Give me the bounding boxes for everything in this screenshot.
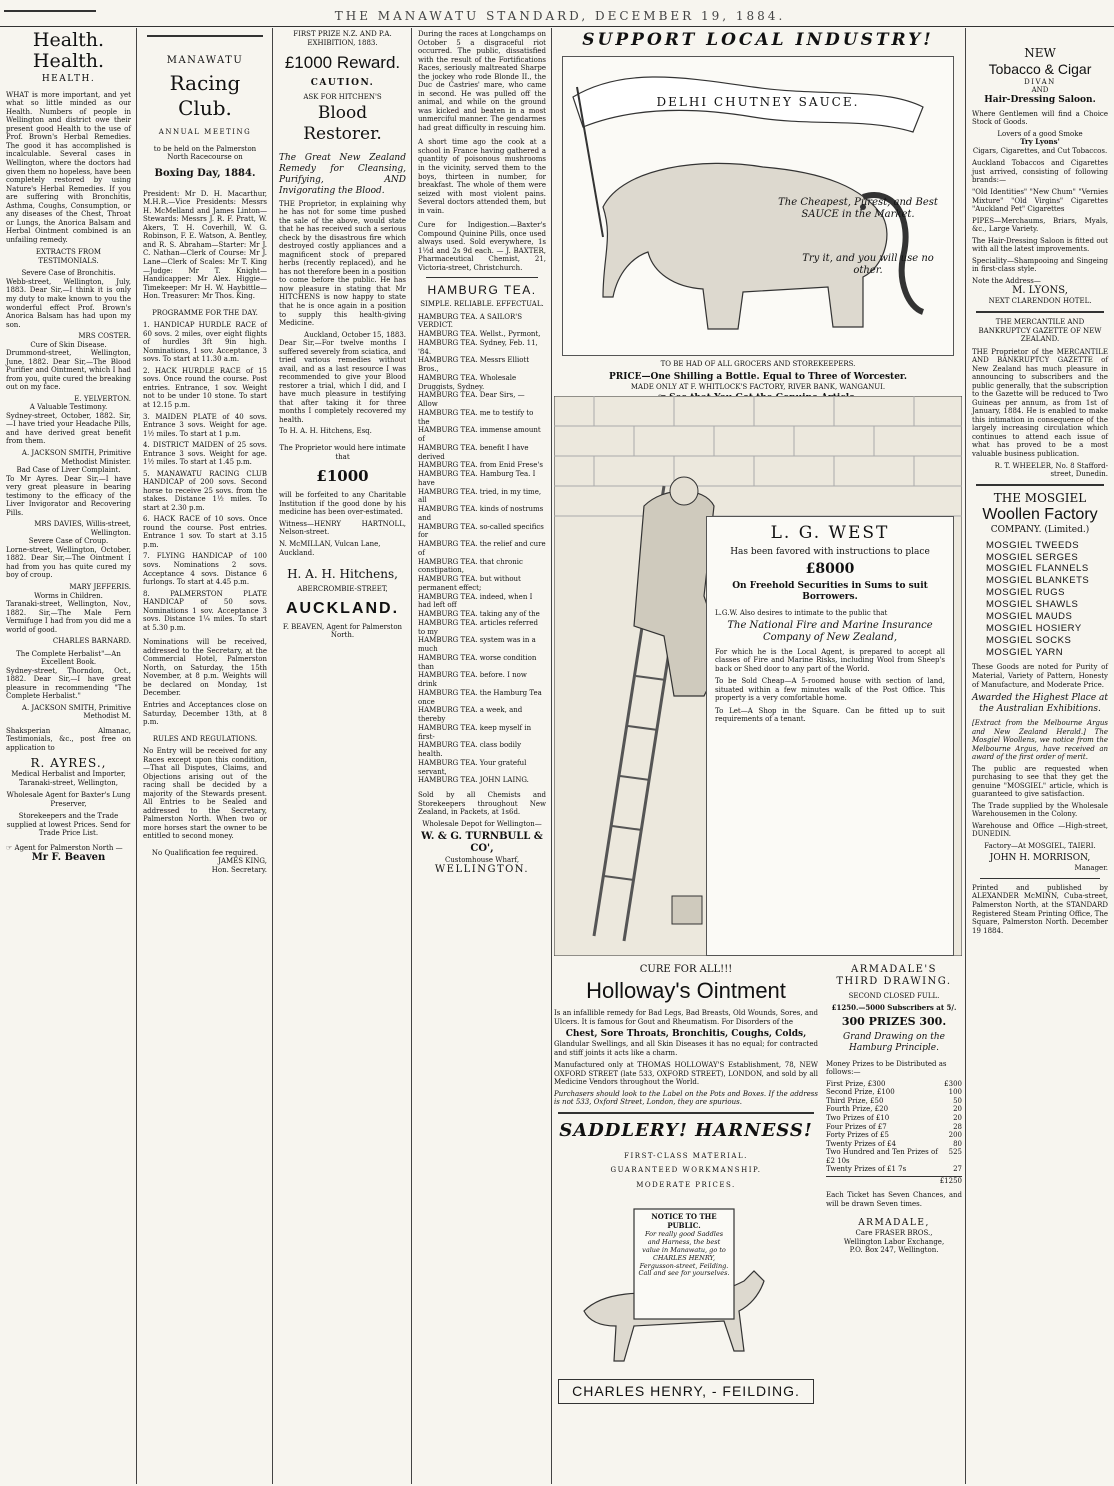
reward-title: £1000 Reward. [284,53,401,73]
divan-try: Try Lyons' [1020,137,1060,147]
tea-line: HAMBURG TEA. benefit I have derived [418,443,529,461]
testimonial [6,341,131,404]
divan-lyons: M. LYONS, [1012,285,1068,297]
feature-advertisements [554,30,962,1482]
holloway-glands: Glandular Swellings, and all Skin Diseases it has no equal; for contracted and stiff joints it acts like a charm. [554,1040,818,1057]
testimonial [6,403,131,466]
racing-officers: President: Mr D. H. Macarthur, M.H.R.—Vice Presidents: Messrs H. McMelland and James Linton—Stewards: Messrs J. R. F. Pratt, W. Akers, T. H. Coverhill, W. G. Robinson, F. E. Watson, A. Bentley, and R. S. Abraham—Starter: Mr J. C. Nathan—Clerk of Course: Mr J. Lane—Clerk of Scales: Mr T. King—Judge: Mr T. Knight—Handicapper: Mr Alex. Higgie—Timekeeper: Mr H. W. Haybittle—Hon. Treasurer: Mr Thos. King. [143,189,267,301]
masthead-rule [4,10,96,12]
gazette-signature: R. T. WHEELER, No. 8 Stafford-street, Dunedin. [994,461,1108,479]
tea-line: HAMBURG TEA. that chronic constipation, [418,557,523,575]
mosgiel-item: MOSGIEL RUGS [986,587,1066,599]
testimonial-list [6,269,131,645]
divider [976,311,1104,313]
prize-label: First Prize, £300 [826,1079,886,1088]
saddlery-guarantee: GUARANTEED WORKMANSHIP. [610,1166,762,1175]
witness-text: Witness—HENRY HARTNOLL, Nelson-street. [279,519,406,537]
secretary-name: JAMES KING, [218,857,267,866]
complete-heading: The Complete Herbalist"—An Excellent Book. [16,649,121,667]
tea-line: HAMBURG TEA. from Enid Frese's [418,461,543,470]
tea-line: HAMBURG TEA. so-called specifics for [418,522,544,540]
almanac-note: Shaksperian Almanac, Testimonials, &c., post free on application to [6,726,131,752]
testimonial-heading: Worms in Children. [34,591,103,600]
holloway-advert [554,956,818,1482]
prize-row [826,1140,962,1149]
testimonial [6,537,131,591]
divan-new: NEW [1024,46,1056,60]
ayres-agent [6,844,131,853]
health-subtitle: HEALTH. [41,73,96,84]
west-company: The National Fire and Marine Insurance Company of New Zealand, [727,620,933,644]
exhibition-note: FIRST PRIZE N.Z. AND P.A. EXHIBITION, 1883. [293,30,392,47]
mosgiel-award: Awarded the Highest Place at the Australian Exhibitions. [972,693,1108,714]
divan-next: NEXT CLARENDON HOTEL. [988,297,1092,306]
prize-amount: 27 [953,1165,962,1174]
chutney-price: PRICE—One Shilling a Bottle. Equal to Three of Worcester. [609,371,907,382]
testimonial-text: Taranaki-street, Wellington, Nov., 1882. Sir,—The Male Fern Vermifuge I had from you did me a world of good. [6,600,131,634]
maker-street: ABERCROMBIE-STREET, [297,584,388,593]
tea-line: HAMBURG TEA. Sydney, Feb. 11, '84. [418,338,538,356]
armadale-care: Care FRASER BROS., [855,1229,933,1238]
mosgiel-public: The public are requested when purchasing to see that they get the genuine "MOSGIEL" article, which is guaranteed to give satisfaction. [972,764,1108,799]
news-mushrooms: A short time ago the cook at a school in France having gathered a quantity of poisonous mushrooms in the vicinity, served them to the boys, thirteen in number, for breakfast. The whole of them were seized with most violent pains. Several doctors attended them, but in vain. [418,138,546,215]
tea-subtitle: SIMPLE. RELIABLE. EFFECTUAL. [420,299,544,308]
racing-day: Boxing Day, 1884. [154,167,256,179]
mosgiel-woollen: Woollen Factory [982,506,1098,524]
divan-note: Note the Address— [972,276,1041,285]
tea-line: HAMBURG TEA. a week, and thereby [418,706,523,723]
armadale-third: THIRD DRAWING. [836,976,952,988]
entries-note: Entries and Acceptances close on Saturday, December 13th, at 8 p.m. [143,700,267,727]
masthead [0,0,1114,27]
charles-henry: CHARLES HENRY, - FEILDING. [558,1379,814,1404]
tea-line: HAMBURG TEA. indeed, when I had left off [418,592,533,610]
prize-row [826,1080,962,1089]
divan-pipes: PIPES—Merchaums, Briars, Myals, &c., Large Variety. [972,216,1108,234]
tea-line: HAMBURG TEA. kinds of nostrums and [418,505,544,522]
forfeit-text: will be forfeited to any Charitable Institution if the good done by his medicine has been over-estimated. [279,491,406,517]
column-rule [272,28,273,1484]
tea-wharf: Customhouse Wharf, [444,855,520,864]
news-longchamps: During the races at Longchamps on October 5 a disgraceful riot occurred. The public, dissatisfied with the result of the Fortifications Races, seriously maltreated Sharpe the jockey who rode Blonde II., the Duc de Castries' mare, who came in second. He was pulled off the animal, and while on the ground was kicked and beaten in a most unmerciful manner. The gendarmes had great difficulty in rescuing him. [418,30,546,132]
chutney-made: MADE ONLY AT F. WHITLOCK'S FACTORY, RIVER BANK, WANGANUI. [630,382,886,391]
racing-title: Racing Club. [169,71,241,120]
west-let: To Let—A Shop in the Square. Can be fitted up to suit requirements of a tenant. [715,706,945,724]
complete-text: Sydney-street, Thorndon, Oct., 1882. Dear Sir,—I have great pleasure in recommending "The Complete Herbalist." [6,666,131,701]
ayres-agent-line: Wholesale Agent for Baxter's Lung Preserver, [6,791,131,808]
tea-line: HAMBURG TEA. A SAILOR'S VERDICT. [418,312,523,330]
chutney-try: Try it, and you will use no other. [802,253,934,277]
tea-line: HAMBURG TEA. system was in a much [418,636,536,653]
secretary-title: Hon. Secretary. [211,866,267,874]
tea-line: HAMBURG TEA. the Hamburg Tea once [418,688,542,706]
ask-label: ASK FOR HITCHEN'S [303,92,382,101]
tea-firm: W. & G. TURNBULL & CO', [421,831,543,855]
holloway-warn: Purchasers should look to the Label on the Pots and Boxes. If the address is not 533, Oxford Street, London, they are spurious. [554,1089,818,1107]
divan-and: AND [1031,86,1049,95]
testimonial-signature: A. JACKSON SMITH, Primitive Methodist Minister. [21,449,131,466]
divider [426,277,538,278]
testimonial-text: Lorne-street, Wellington, October, 1882. Dear Sir,—The Ointment I had from you has quite cured my boy of croup. [6,545,131,580]
mcmillan-sig: N. McMILLAN, Vulcan Lane, Auckland. [279,540,381,557]
chutney-slogan: The Cheapest, Purest, and Best SAUCE in the Market. [778,197,938,221]
column-news [414,30,550,1482]
notice-body: For really good Saddles and Harness, the best value in Manawatu, go to CHARLES HENRY, Fergusson-street, Feilding. Call and see for yourselves. [638,1230,730,1278]
divider [980,878,1100,879]
ayres-agent-name: Mr F. Beaven [31,852,106,864]
west-name: L. G. WEST [770,523,890,543]
product-title: Blood Restorer. [303,103,382,145]
mosgiel-the: THE MOSGIEL [993,490,1087,505]
testimonial-heading: Severe Case of Croup. [28,537,109,546]
tea-line: HAMBURG TEA. taking any of the [418,610,540,618]
column-rule [136,28,137,1484]
divan-label: DIVAN [1024,77,1056,86]
prize-amount: 28 [953,1122,962,1131]
statement-date: Auckland, October 15, 1883. [304,330,406,339]
west-securities: On Freehold Securities in Sums to suit Borrowers. [732,580,928,602]
race-item: 4. DISTRICT MAIDEN of 25 sovs. Entrance 3 sovs. Weight for age. 1½ miles. To start at 1.45 p.m. [143,441,267,467]
prize-row [826,1131,962,1140]
column-rule [411,28,412,1484]
remedy-tagline: The Great New Zealand Remedy for Cleansing, Purifying, AND Invigorating the Blood. [279,152,406,196]
prize-label: Second Prize, £100 [826,1088,895,1097]
divan-auckland: Auckland Tobaccos and Cigarettes just arrived, consisting of following brands:— [972,159,1108,185]
west-sold: To be Sold Cheap—A 5-roomed house with section of land, situated within a few minutes walk of the Post Office. This property is a very comfortable home. [715,677,945,703]
saddlery-material: FIRST-CLASS MATERIAL. [624,1151,748,1160]
tea-city: WELLINGTON. [434,864,530,876]
ayres-trade: Storekeepers and the Trade supplied at lowest Prices. Send for Trade Price List. [6,812,131,838]
proprietor-statement: THE Proprietor, in explaining why he has not for some time pushed the sale of the above, would state that he has received such a serious check by the disastrous fire which destroyed costly appliances and a magnificent stock of prepared herbs (recently replaced), and he has not therefore been in a position to come before the public. He has now pleasure in stating that Mr HITCHENS is now happy to state that he is once again in a position to supply this health-giving Medicine. [279,199,406,328]
prize-label: Four Prizes of £7 [826,1122,887,1131]
mosgiel-item: MOSGIEL SOCKS [986,634,1072,646]
armadale-sign: ARMADALE, [858,1218,930,1229]
mosgiel-factory: Factory—At MOSGIEL, TAIERI. [984,841,1096,850]
tea-line: HAMBURG TEA. Hamburg Tea. I have [418,470,536,487]
paste-bucket [672,896,702,924]
tea-line: HAMBURG TEA. before. I now drink [418,671,527,688]
race-item: 8. PALMERSTON PLATE HANDICAP of 50 sovs. Nominations 1 sov. Acceptance 3 sovs. Distance 1¼ miles. To start at 5.30 p.m. [143,589,267,632]
divan-speciality: Speciality—Shampooing and Singeing in first-class style. [972,256,1108,274]
race-item: 6. HACK RACE of 10 sovs. Once round the course. Post entries. Entrance 1 sov. To start at 3.15 p.m. [143,515,267,549]
testimonial [6,269,131,340]
prize-amount: £300 [944,1079,962,1088]
racing-held: to be held on the Palmerston North Racecourse on [153,144,257,162]
tea-line: HAMBURG TEA. me to testify to the [418,408,534,426]
armadale-money: Money Prizes to be Distributed as follows:— [826,1059,947,1077]
testimonial-signature: MARY JEFFERIS. [69,582,131,591]
hand-pointer-icon: ☞ [6,843,13,852]
tea-line: HAMBURG TEA. articles referred to my [418,618,538,636]
programme-title: PROGRAMME FOR THE DAY. [152,308,258,317]
west-amount: £8000 [805,560,855,577]
tea-line: HAMBURG TEA. class bodily health. [418,741,522,758]
prize-label: Forty Prizes of £5 [826,1131,889,1140]
testimonial-signature: MRS DAVIES, Willis-street, Wellington. [34,520,131,537]
mosgiel-manager: Manager. [1074,864,1108,873]
column-tobacco-mosgiel [968,30,1112,1482]
mosgiel-item: MOSGIEL SERGES [986,551,1079,563]
tea-line: HAMBURG TEA. Your grateful servant, [418,758,527,776]
armadale-prizes: 300 PRIZES 300. [841,1015,947,1029]
forfeit-amount: £1000 [316,467,369,486]
mosgiel-manager-name: JOHN H. MORRISON, [989,853,1091,864]
gazette-body: THE Proprietor of the MERCANTILE AND BANKRUPTCY GAZETTE of New Zealand has much pleasure in announcing to subscribers and the public generally, that the subscription to the Gazette will be reduced to Two Guineas per annum, as from 1st of January, 1884. He is enabled to make this intimation in consequence of the largely increasing circulation which continues to attend each issue of what has proved to be a most valuable business publication. [972,347,1108,458]
holloway-chest: Chest, Sore Throats, Bronchitis, Coughs, Colds, [565,1029,807,1040]
prize-amount: 20 [953,1113,962,1122]
testimonial-text: Drummond-street, Wellington, June, 1882. Dear Sir,—The Blood Purifier and Ointment, which I had from you, quite cured the breaking out on my face. [6,349,131,392]
ayres-agent-label: Agent for Palmerston North — [14,843,123,852]
column-racing [139,30,271,1482]
tea-depot: Wholesale Depot for Wellington— [422,819,542,828]
baxter-note: Cure for Indigestion.—Baxter's Compound Quinine Pills, once used always used. Sold everywhere, 1s 1½d and 2s 9d each. — J. BAXTER, Pharmaceutical Chemist, 21, Victoria-street, Christchurch. [418,221,546,272]
tea-line: HAMBURG TEA. the relief and cure of [418,540,546,557]
testimonial-heading: Severe Case of Bronchitis. [21,269,116,278]
holloway-mfg: Manufactured only at THOMAS HOLLOWAY'S Establishment, 78, NEW OXFORD STREET (late 533, OXFORD STREET), LONDON, and sold by all Medicine Vendors throughout the World. [554,1061,818,1087]
armadale-addr: Wellington Labor Exchange, [843,1237,945,1246]
mosgiel-item: MOSGIEL TWEEDS [986,539,1080,551]
armadale-subs: £1250.—5000 Subscribers at 5/. [831,1002,957,1012]
testimonial [6,466,131,537]
rules-text: No Entry will be received for any Races except upon this condition,—That all Disputes, Claims, and Objections arising out of the racing shall be decided by a majority of the Stewards present. All Entries to be Sealed and addressed to the Secretary, Palmerston North. When two or more horses start the owner to be entitled to second money. [143,747,267,841]
testimonial-signature: CHARLES BARNARD. [52,637,131,646]
elephant-body [603,163,887,329]
holloway-cure: CURE FOR ALL!!! [639,964,733,975]
column-rule [965,28,966,1484]
chutney-banner: DELHI CHUTNEY SAUCE. [656,95,860,109]
race-item: 7. FLYING HANDICAP of 100 sovs. Nominations 2 sovs. Acceptance 4 sovs. Distance 6 furlongs. To start at 4.45 p.m. [143,552,267,587]
prize-label: Twenty Prizes of £4 [826,1139,896,1148]
divider [976,484,1104,486]
armadale-drawing-advert [826,956,962,1482]
mosgiel-company: COMPANY. (Limited.) [990,524,1090,535]
divan-saloon: The Hair-Dressing Saloon is fitted out with all the latest improvements. [972,236,1108,254]
tea-testimonial [418,313,546,786]
testimonial-heading: Bad Case of Liver Complaint. [16,466,121,475]
testimonial-heading: A Valuable Testimony. [29,403,108,412]
maker-name: H. A. H. Hitchens, [287,567,398,582]
prize-table [826,1080,962,1185]
tea-line: HAMBURG TEA. Wellst., Pyrmont, [418,330,541,338]
prize-row [826,1097,962,1106]
column-health [2,30,135,1482]
race-list [143,321,267,632]
notice-title: NOTICE TO THE PUBLIC. [651,1212,717,1230]
saddlery-prices: MODERATE PRICES. [636,1180,736,1189]
chutney-grocers: TO BE HAD OF ALL GROCERS AND STOREKEEPERS. [660,360,856,368]
armadale-title: ARMADALE'S [851,964,937,975]
mosgiel-item: MOSGIEL SHAWLS [986,599,1079,611]
tea-line: HAMBURG TEA. Dear Sirs, — Allow [418,391,525,408]
prize-label: Twenty Prizes of £1 7s [826,1165,907,1174]
west-agent: L.G.W. Also desires to intimate to the public that [715,608,888,617]
tea-line: HAMBURG TEA. worse condition than [418,653,537,671]
west-local: For which he is the Local Agent, is prepared to accept all classes of Fire and Marine Risks, including Wool from Sheep's back or Shed door to any part of the World. [715,647,945,673]
rules-title: RULES AND REGULATIONS. [152,734,258,743]
prize-row [826,1114,962,1123]
tea-line: HAMBURG TEA. Wholesale Druggists, Sydney. [418,373,517,391]
rider-illustration [554,1201,818,1371]
race-item: 3. MAIDEN PLATE of 40 sovs. Entrance 3 sovs. Weight for age. 1½ miles. To start at 1 p.m. [143,412,267,438]
divan-cigars: Cigars, Cigarettes, and Cut Tobaccos. [972,146,1108,155]
tea-line: HAMBURG TEA. keep myself in first- [418,723,532,741]
mosgiel-extract: [Extract from the Melbourne Argus and New Zealand Herald.] The Mosgiel Woollens, we notice from the Melbourne Argus, have received an award of the first order of merit. [972,718,1108,762]
prize-label: Fourth Prize, £20 [826,1105,889,1114]
prize-row [826,1105,962,1114]
mosgiel-item: MOSGIEL FLANNELS [986,563,1089,575]
imprint: Printed and published by ALEXANDER McMINN, Cuba-street, Palmerston North, at the STANDARD Registered Steam Printing Office, The Square, Palmerston North. December 19 1884. [972,883,1108,935]
column-rule [551,28,552,1484]
divider [558,1112,814,1114]
tea-title: HAMBURG TEA. [427,283,537,298]
testimonial-text: Sydney-street, October, 1882. Sir,—I have tried your Headache Pills, and have derived great benefit from them. [6,411,131,446]
masthead-title: THE MANAWATU STANDARD, DECEMBER 19, 1884. [334,9,786,23]
extracts-title: EXTRACTS FROM TESTIMONIALS. [35,248,102,265]
testimonial-letter: Dear Sir,—For twelve months I suffered severely from sciatica, and tried various remedies without avail, and as a last resource I was recommended to give your Blood restorer a trial, which I did, and I have much pleasure in testifying that after taking it for three months I completely recovered my health. [279,339,406,424]
testimonial [6,592,131,646]
support-headline: SUPPORT LOCAL INDUSTRY! [582,30,934,50]
nominations-note: Nominations will be received, addressed to the Secretary, at the Commercial Hotel, Palmerston North, on Saturday, the 15th November, at 8 p.m. Weights will be declared on Monday, 1st December. [143,638,267,698]
divan-brands: "Old Identities" "New Chum" "Vernies Mixture" "Old Virgins" Cigarettes "Auckland Pet" Cigarettes [972,187,1108,214]
prize-row [826,1165,962,1174]
divan-lovers: Lovers of a good Smoke [997,129,1083,138]
maker-city: AUCKLAND. [285,600,400,618]
qualification-note: No Qualification fee required. [151,848,259,857]
divider [147,35,263,37]
holloway-text: Is an infallible remedy for Bad Legs, Bad Breasts, Old Wounds, Sores, and Ulcers. It is famous for Gout and Rheumatism. For Disorders of the [554,1009,818,1026]
ayres-role: Medical Herbalist and Importer, Taranaki-street, Wellington, [11,770,126,787]
prize-amount: 50 [953,1096,962,1105]
testimonial-heading: Cure of Skin Disease. [30,340,107,349]
armadale-each: Each Ticket has Seven Chances, and will be drawn Seven times. [826,1191,962,1208]
maker-agent: F. BEAVEN, Agent for Palmerston North. [282,622,403,640]
divan-hair: Hair-Dressing Saloon. [984,94,1096,105]
mosgiel-goods: These Goods are noted for Purity of Material, Variety of Pattern, Honesty of Manufacture, and Moderate Price. [972,663,1108,689]
tea-sold: Sold by all Chemists and Storekeepers throughout New Zealand, in Packets, at 1s6d. [418,791,546,817]
caution-label: CAUTION. [310,77,375,88]
testimonial-text: To Mr Ayres. Dear Sir,—I have very great pleasure in bearing testimony to the efficacy of the Liver Invigorator and Recovering Pills. [6,474,131,517]
testimonial-signature: E. YELVERTON. [74,394,131,403]
intimate-note: The Proprietor would here intimate that [279,443,406,461]
race-item: 1. HANDICAP HURDLE RACE of 60 sovs. 2 miles, over eight flights of hurdles 3ft 9in high. Nominations, 1 sov. Acceptance, 3 sovs. To start at 11.30 a.m. [143,321,267,364]
mosgiel-item: MOSGIEL BLANKETS [986,575,1090,587]
race-item: 5. MANAWATU RACING CLUB HANDICAP of 200 sovs. Second horse to receive 25 sovs. from the stakes. Distance 1½ miles. To start at 2.30 p.m. [143,469,267,512]
race-item: 2. HACK HURDLE RACE of 15 sovs. Once round the course. Post entries. Entrance, 1 sov. Weight not to be under 10 stone. To start at 12.15 p.m. [143,366,267,409]
prize-amount: 100 [948,1088,962,1097]
prize-label: Two Prizes of £10 [826,1113,890,1122]
west-poster [706,516,954,956]
testimonial-signature: MRS COSTER. [78,332,131,341]
mosgiel-item: MOSGIEL HOSIERY [986,622,1082,634]
prize-label: Third Prize, £50 [826,1096,884,1105]
tea-line: HAMBURG TEA. tried, in my time, all [418,487,542,505]
mosgiel-item: MOSGIEL YARN [986,646,1064,658]
health-intro: WHAT is more important, and yet what so little minded as our Health. Numbers of people in Wellington and district owe their present good Health to the use of Prof. Brown's Herbal Remedies. The good it has accomplished is incalculable. Several cases in Wellington, where the doctors had given them no hopeless, have been completely restored by using Nature's Herbal Remedies. If you are suffering with Bronchitis, Asthma, Coughs, Consumption, or any diseases of the Chest, Throat or Lungs, the Anorica Balsam and Herbal Ointment combined is an unfailing remedy. [6,90,131,244]
tea-line: HAMBURG TEA. JOHN LAING. [418,776,529,785]
tea-line: HAMBURG TEA. immense amount of [418,426,541,443]
prize-row [826,1148,962,1165]
prize-amount: 20 [953,1105,962,1114]
racing-place: MANAWATU [166,55,244,66]
prize-amount: 525 [948,1148,962,1157]
mosgiel-item: MOSGIEL MAUDS [986,610,1073,622]
armadale-box: P.O. Box 247, Wellington. [849,1246,939,1255]
west-favored: Has been favored with instructions to place [730,546,930,557]
prize-row [826,1123,962,1132]
prize-label: Two Hundred and Ten Prizes of £2 10s [826,1148,938,1165]
prize-amount: 80 [953,1139,962,1148]
mosgiel-warehouse: Warehouse and Office —High-street, DUNEDIN. [972,821,1108,839]
tea-line: HAMBURG TEA. but without permanent effect; [418,575,521,592]
complete-signature: A. JACKSON SMITH, Primitive Methodist M. [21,703,131,721]
chutney-advert [562,56,954,356]
tea-line: HAMBURG TEA. Messrs Elliott Bros., [418,356,530,373]
mosgiel-trade: The Trade supplied by the Wholesale Warehousemen in the Colony. [972,801,1108,819]
divan-title: Tobacco & Cigar [988,60,1092,77]
holloway-title: Holloway's Ointment [586,978,786,1004]
prize-amount: 200 [948,1131,962,1140]
prize-total: £1250 [826,1176,962,1186]
saddlery-title: SADDLERY! HARNESS! [559,1119,813,1141]
racing-meeting: ANNUAL MEETING [158,127,252,136]
armadale-grand: Grand Drawing on the Hamburg Principle. [843,1031,945,1053]
armadale-closed: SECOND CLOSED FULL. [848,992,940,1001]
column-blood-restorer [275,30,410,1482]
divan-where: Where Gentlemen will find a Choice Stock of Goods. [972,109,1108,127]
letter-address: To H. A. H. Hitchens, Esq. [279,427,372,436]
ayres-name: R. AYRES., [30,755,107,770]
mosgiel-products [972,540,1108,659]
testimonial-text: Webb-street, Wellington, July, 1883. Dear Sir,—I think it is only my duty to make known to you the wonderful effect Prof. Brown's Anorica Balsam has had upon my son. [6,277,131,329]
health-title: Health. Health. [32,30,105,72]
prize-row [826,1088,962,1097]
gazette-title: THE MERCANTILE AND BANKRUPTCY GAZETTE OF NEW ZEALAND. [978,318,1102,344]
